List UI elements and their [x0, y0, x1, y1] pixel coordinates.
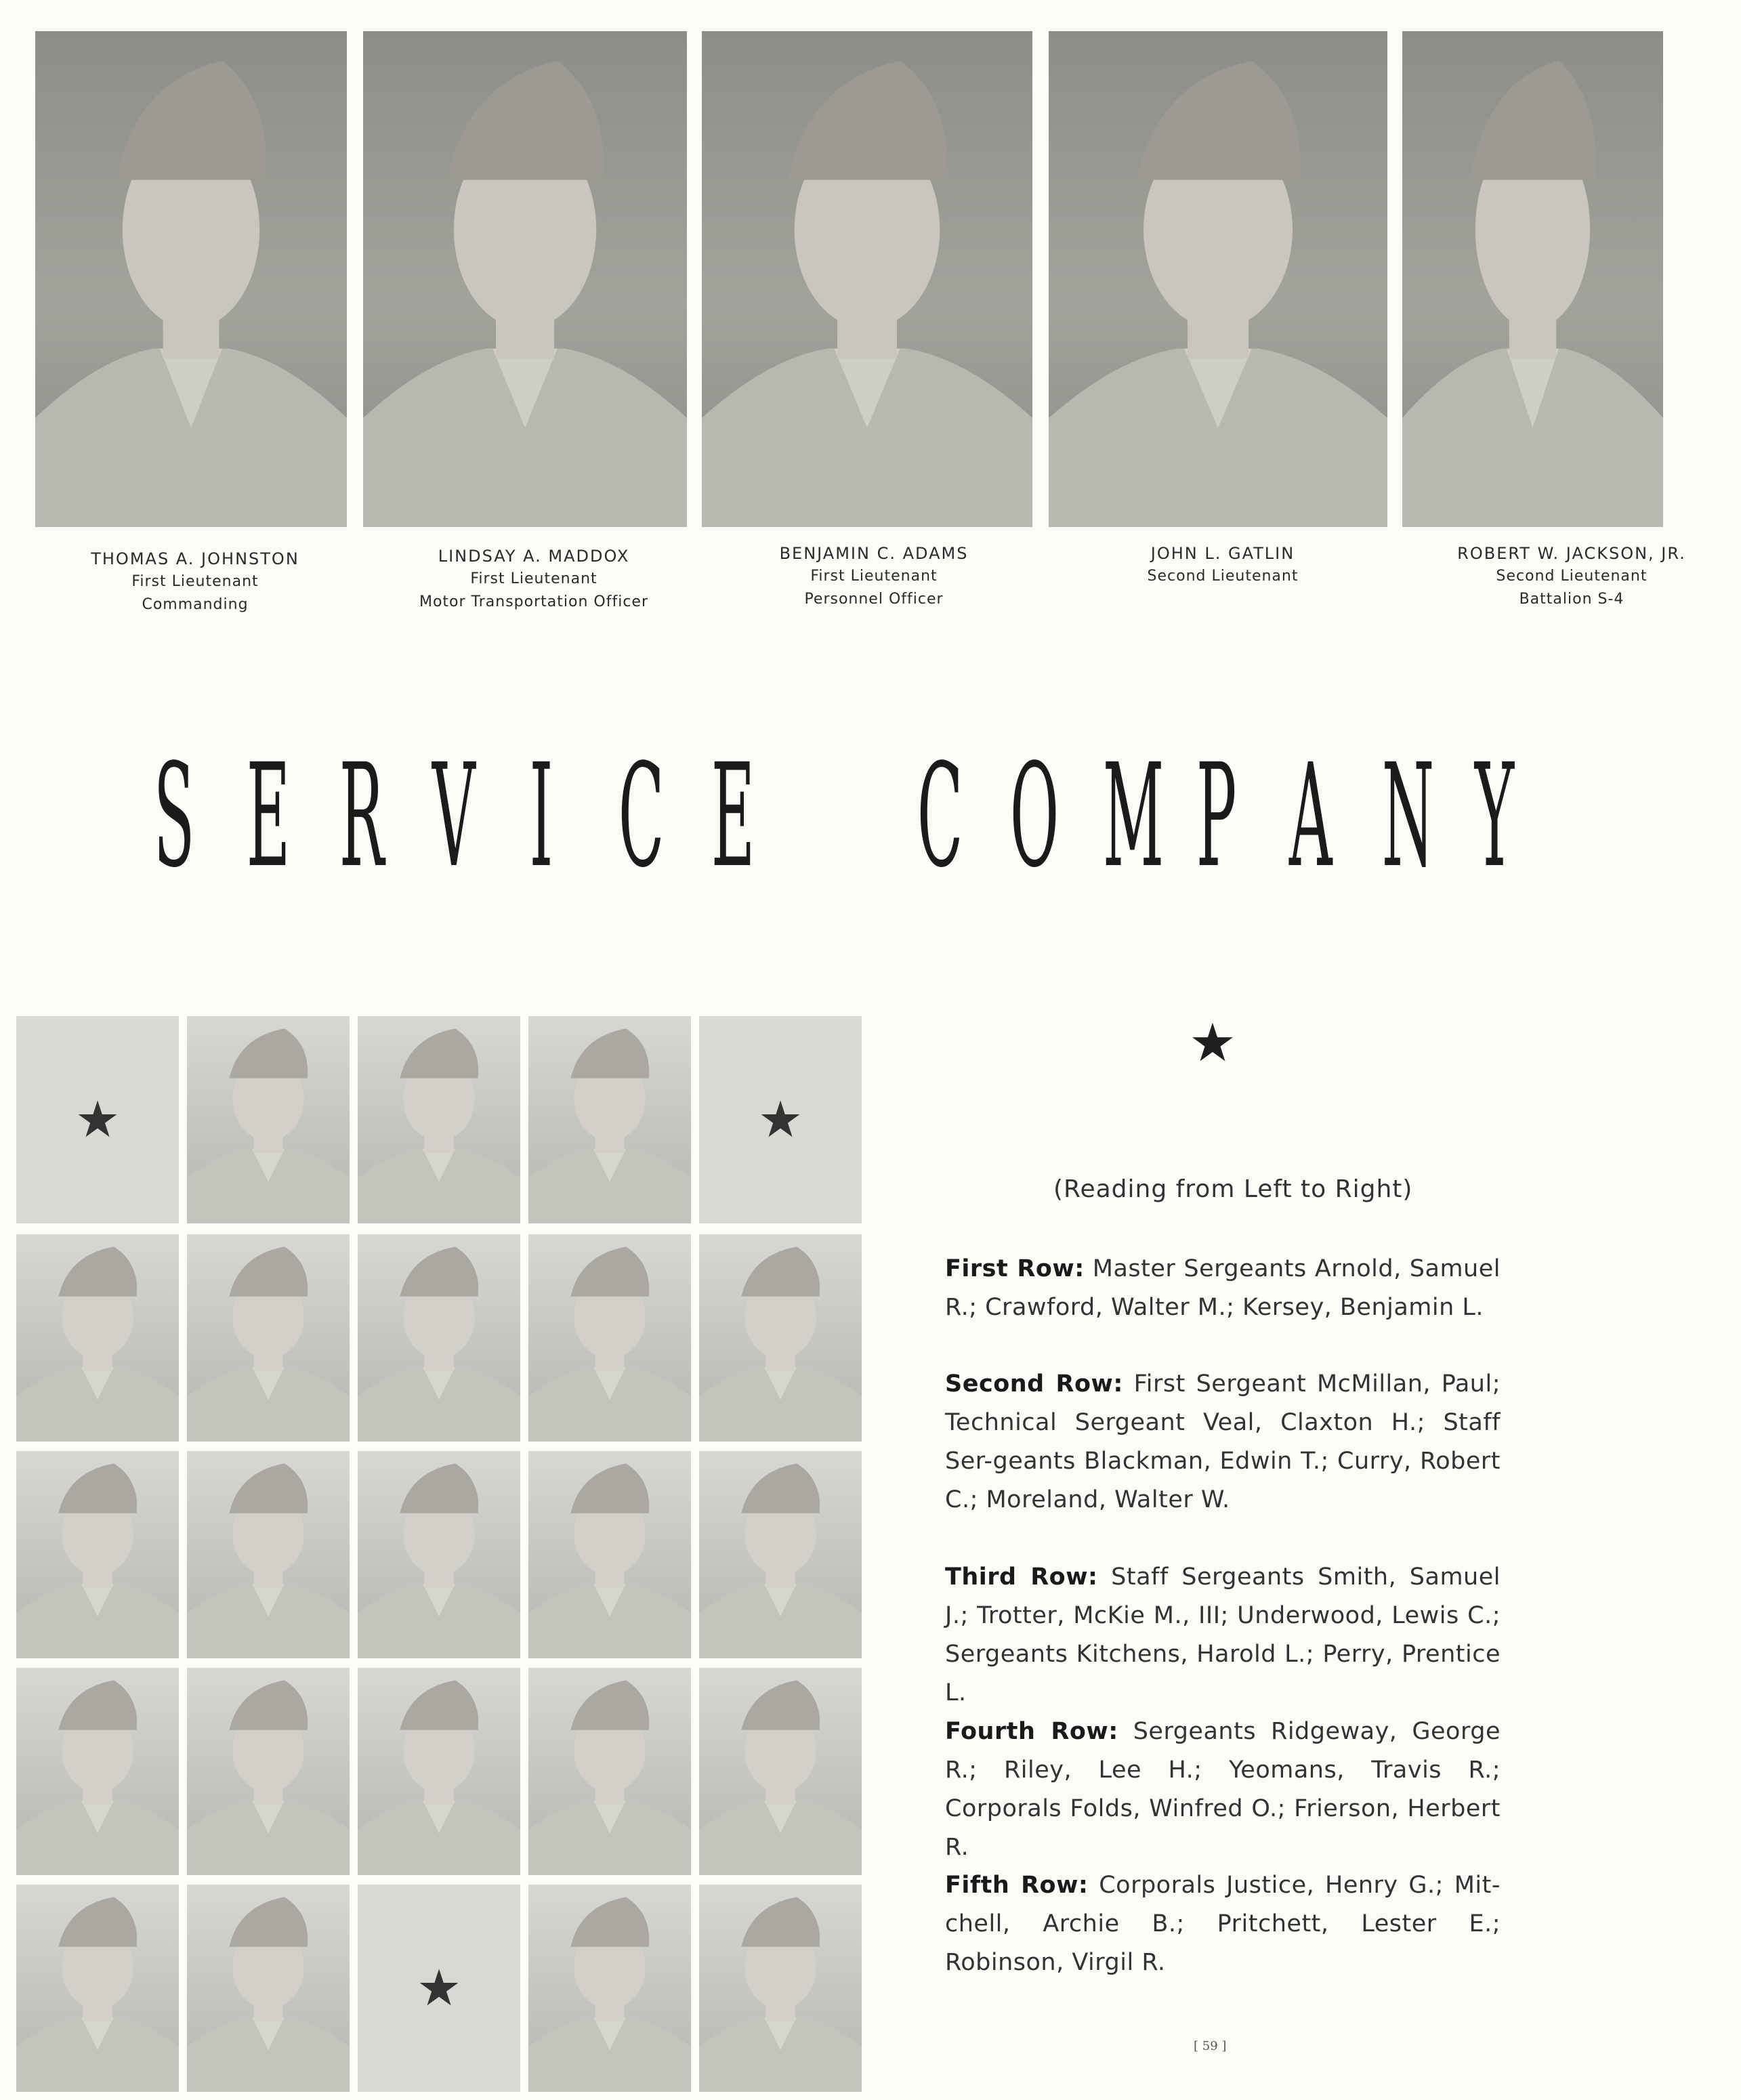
member-portrait — [528, 1234, 691, 1442]
member-portrait — [528, 1885, 691, 2092]
row-label: Third Row: — [945, 1563, 1098, 1591]
row-names: Staff Sergeants Smith, Samuel J.; Trotter, McKie M., III; Underwood, Lewis C.; Sergeants Kitchens, Harold L.; Perry, Prentice L. — [945, 1563, 1501, 1706]
member-photo — [699, 1885, 862, 2092]
title-letter: S — [153, 733, 195, 899]
row-names: Corporals Justice, Henry G.; Mit-chell, Archie B.; Pritchett, Lester E.; Robinson, Virgil R. — [945, 1872, 1501, 1976]
row-caption-first — [945, 1250, 1501, 1327]
member-photo — [699, 1668, 862, 1875]
member-portrait — [528, 1016, 691, 1223]
row-label: First Row: — [945, 1255, 1085, 1282]
officer-position: Battalion S-4 — [1519, 591, 1624, 608]
member-portrait — [358, 1668, 520, 1875]
member-portrait — [16, 1668, 179, 1875]
member-photo — [528, 1885, 691, 2092]
member-photo — [187, 1668, 350, 1875]
member-portrait — [187, 1885, 350, 2092]
member-portrait — [16, 1885, 179, 2092]
member-photo — [187, 1451, 350, 1658]
title-letter: N — [1381, 733, 1434, 899]
member-photo — [187, 1016, 350, 1223]
member-portrait — [187, 1016, 350, 1223]
title-letter: E — [711, 733, 755, 899]
officer-rank: First Lieutenant — [470, 570, 597, 587]
officer-name: BENJAMIN C. ADAMS — [779, 544, 969, 563]
member-portrait — [699, 1234, 862, 1442]
member-portrait — [358, 1016, 520, 1223]
officer-name: JOHN L. GATLIN — [1150, 544, 1295, 563]
officer-portrait — [363, 31, 687, 527]
officer-name: LINDSAY A. MADDOX — [438, 547, 630, 566]
member-photo — [358, 1234, 520, 1442]
member-photo — [187, 1234, 350, 1442]
member-photo-grid — [16, 1016, 859, 2100]
star-icon: ★ — [1189, 1013, 1236, 1074]
member-photo — [699, 1451, 862, 1658]
officer-caption-3 — [705, 542, 1043, 611]
officer-portrait — [1049, 31, 1387, 527]
row-caption-fifth — [945, 1866, 1501, 1982]
officer-rank: First Lieutenant — [810, 568, 938, 585]
title-letter: I — [529, 733, 553, 899]
title-letter: C — [917, 733, 963, 899]
officer-rank: First Lieutenant — [131, 573, 259, 590]
member-portrait — [187, 1668, 350, 1875]
officer-portrait — [1402, 31, 1663, 527]
title-letter: A — [1288, 733, 1333, 899]
member-photo — [16, 1885, 179, 2092]
member-photo — [358, 1451, 520, 1658]
title-letter: V — [432, 733, 476, 899]
member-photo — [528, 1668, 691, 1875]
member-portrait — [528, 1451, 691, 1658]
officer-caption-2 — [364, 545, 703, 614]
row-names: Master Sergeants Arnold, Samuel R.; Crawford, Walter M.; Kersey, Benjamin L. — [945, 1255, 1501, 1321]
officer-name: THOMAS A. JOHNSTON — [91, 549, 299, 568]
title-letter: C — [618, 733, 665, 899]
officer-caption-1 — [26, 547, 364, 616]
star-icon: ★ — [416, 1959, 462, 2017]
officer-caption-5 — [1402, 542, 1741, 611]
row-label: Second Row: — [945, 1370, 1123, 1398]
row-names: Sergeants Ridgeway, George R.; Riley, Lee H.; Yeomans, Travis R.; Corporals Folds, Winfred O.; Frierson, Herbert R. — [945, 1718, 1501, 1861]
star-cell — [16, 1016, 179, 1223]
member-portrait — [358, 1234, 520, 1442]
page-title — [132, 733, 1528, 899]
member-portrait — [187, 1234, 350, 1442]
member-photo — [528, 1016, 691, 1223]
officer-name: ROBERT W. JACKSON, JR. — [1457, 544, 1686, 563]
page-number: [ 59 ] — [1194, 2039, 1227, 2053]
title-letter: O — [1010, 733, 1060, 899]
officer-rank: Second Lieutenant — [1496, 568, 1648, 585]
member-photo — [699, 1234, 862, 1442]
officer-portrait — [702, 31, 1032, 527]
member-photo — [358, 1016, 520, 1223]
star-icon: ★ — [757, 1091, 803, 1149]
member-portrait — [699, 1668, 862, 1875]
officer-position: Motor Transportation Officer — [419, 593, 648, 610]
member-photo — [528, 1451, 691, 1658]
member-portrait — [16, 1234, 179, 1442]
officer-position: Commanding — [142, 596, 249, 613]
member-photo — [187, 1885, 350, 2092]
star-cell — [358, 1885, 520, 2092]
member-portrait — [528, 1668, 691, 1875]
reading-order-note: (Reading from Left to Right) — [1053, 1175, 1413, 1203]
row-caption-fourth — [945, 1713, 1501, 1867]
row-caption-third — [945, 1558, 1501, 1713]
title-letter: R — [339, 733, 385, 899]
member-portrait — [16, 1451, 179, 1658]
member-photo — [358, 1668, 520, 1875]
member-portrait — [699, 1451, 862, 1658]
member-portrait — [358, 1451, 520, 1658]
officer-portrait — [35, 31, 347, 527]
title-letter: Y — [1474, 733, 1515, 899]
member-photo — [16, 1451, 179, 1658]
officer-caption-4 — [1053, 542, 1392, 588]
row-caption-second — [945, 1365, 1501, 1519]
row-label: Fifth Row: — [945, 1872, 1089, 1899]
member-portrait — [187, 1451, 350, 1658]
star-icon: ★ — [75, 1091, 121, 1149]
member-photo — [16, 1668, 179, 1875]
title-letter: E — [247, 733, 291, 899]
row-label: Fourth Row: — [945, 1718, 1118, 1745]
member-photo — [16, 1234, 179, 1442]
member-portrait — [699, 1885, 862, 2092]
title-letter: P — [1196, 733, 1236, 899]
title-letter: M — [1103, 733, 1165, 899]
row-names: First Sergeant McMillan, Paul; Technical Sergeant Veal, Claxton H.; Staff Ser-geants Blackman, Edwin T.; Curry, Robert C.; Moreland, Walter W. — [945, 1370, 1501, 1513]
officer-position: Personnel Officer — [804, 591, 944, 608]
member-photo — [528, 1234, 691, 1442]
star-cell — [699, 1016, 862, 1223]
officer-rank: Second Lieutenant — [1147, 568, 1299, 585]
